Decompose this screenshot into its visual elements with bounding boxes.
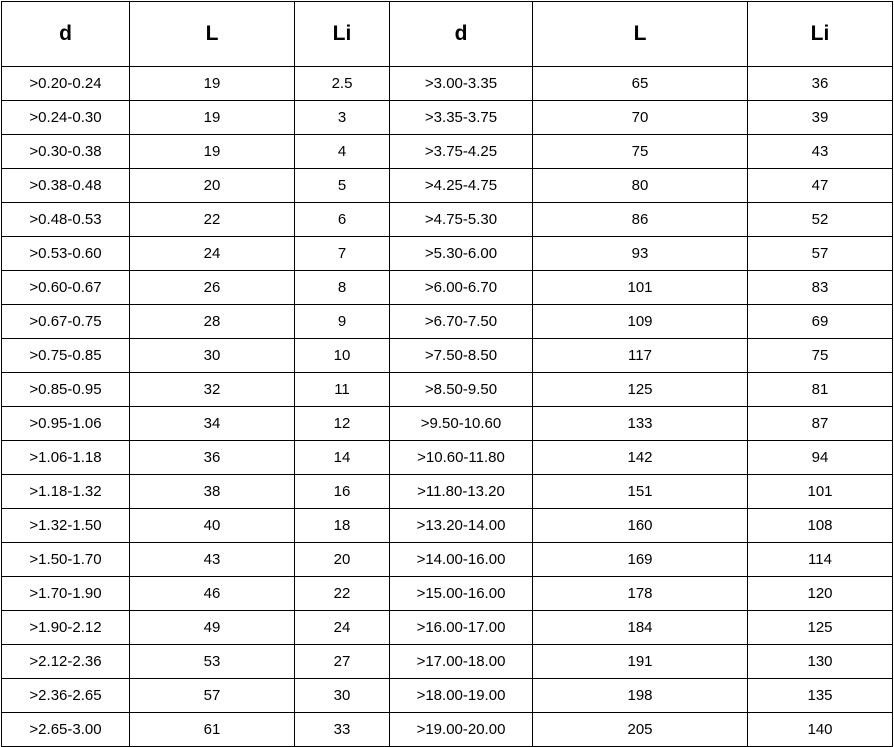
cell-diameter-range: >0.20-0.24 (2, 67, 130, 101)
cell-length-li: 11 (295, 373, 390, 407)
cell-diameter-range: >0.30-0.38 (2, 135, 130, 169)
cell-length-li: 10 (295, 339, 390, 373)
cell-diameter-range: >3.75-4.25 (390, 135, 533, 169)
table-header (2, 2, 893, 67)
cell-length-l: 30 (130, 339, 295, 373)
cell-diameter-range: >1.70-1.90 (2, 577, 130, 611)
cell-length-li: 47 (748, 169, 893, 203)
cell-length-l: 53 (130, 645, 295, 679)
cell-length-l: 160 (533, 509, 748, 543)
cell-diameter-range: >2.12-2.36 (2, 645, 130, 679)
cell-diameter-range: >16.00-17.00 (390, 611, 533, 645)
cell-length-li: 69 (748, 305, 893, 339)
table-row (2, 373, 893, 407)
cell-diameter-range: >1.18-1.32 (2, 475, 130, 509)
cell-diameter-range: >4.75-5.30 (390, 203, 533, 237)
table-row (2, 611, 893, 645)
cell-diameter-range: >6.70-7.50 (390, 305, 533, 339)
cell-length-l: 101 (533, 271, 748, 305)
cell-length-li: 7 (295, 237, 390, 271)
spec-table-container (0, 1, 894, 737)
table-body (2, 67, 893, 747)
cell-length-li: 30 (295, 679, 390, 713)
cell-length-li: 3 (295, 101, 390, 135)
cell-diameter-range: >0.60-0.67 (2, 271, 130, 305)
cell-diameter-range: >0.48-0.53 (2, 203, 130, 237)
cell-length-l: 191 (533, 645, 748, 679)
table-row (2, 271, 893, 305)
cell-length-l: 178 (533, 577, 748, 611)
table-row (2, 645, 893, 679)
cell-length-l: 70 (533, 101, 748, 135)
cell-length-l: 117 (533, 339, 748, 373)
cell-length-li: 8 (295, 271, 390, 305)
cell-length-l: 86 (533, 203, 748, 237)
table-row (2, 577, 893, 611)
cell-diameter-range: >17.00-18.00 (390, 645, 533, 679)
cell-diameter-range: >1.90-2.12 (2, 611, 130, 645)
cell-length-li: 81 (748, 373, 893, 407)
cell-diameter-range: >2.65-3.00 (2, 713, 130, 747)
cell-diameter-range: >10.60-11.80 (390, 441, 533, 475)
cell-length-l: 28 (130, 305, 295, 339)
cell-length-l: 57 (130, 679, 295, 713)
cell-length-li: 57 (748, 237, 893, 271)
cell-length-l: 65 (533, 67, 748, 101)
cell-diameter-range: >4.25-4.75 (390, 169, 533, 203)
cell-length-li: 125 (748, 611, 893, 645)
cell-length-l: 93 (533, 237, 748, 271)
cell-diameter-range: >11.80-13.20 (390, 475, 533, 509)
cell-length-li: 135 (748, 679, 893, 713)
column-header-li-left: Li (295, 2, 390, 67)
cell-length-li: 43 (748, 135, 893, 169)
cell-length-l: 184 (533, 611, 748, 645)
cell-length-l: 43 (130, 543, 295, 577)
cell-diameter-range: >1.06-1.18 (2, 441, 130, 475)
cell-length-li: 75 (748, 339, 893, 373)
cell-length-l: 109 (533, 305, 748, 339)
table-header-row (2, 2, 893, 67)
cell-length-li: 18 (295, 509, 390, 543)
table-row (2, 203, 893, 237)
cell-length-l: 61 (130, 713, 295, 747)
table-row (2, 169, 893, 203)
cell-diameter-range: >0.38-0.48 (2, 169, 130, 203)
cell-diameter-range: >18.00-19.00 (390, 679, 533, 713)
table-row (2, 475, 893, 509)
cell-length-l: 142 (533, 441, 748, 475)
table-row (2, 135, 893, 169)
column-header-li-right: Li (748, 2, 893, 67)
cell-diameter-range: >0.75-0.85 (2, 339, 130, 373)
cell-length-li: 2.5 (295, 67, 390, 101)
cell-length-li: 24 (295, 611, 390, 645)
cell-length-li: 16 (295, 475, 390, 509)
cell-length-li: 12 (295, 407, 390, 441)
cell-diameter-range: >6.00-6.70 (390, 271, 533, 305)
cell-length-l: 26 (130, 271, 295, 305)
cell-length-li: 120 (748, 577, 893, 611)
column-header-d-left: d (2, 2, 130, 67)
cell-length-li: 140 (748, 713, 893, 747)
cell-diameter-range: >5.30-6.00 (390, 237, 533, 271)
cell-length-li: 14 (295, 441, 390, 475)
cell-diameter-range: >1.32-1.50 (2, 509, 130, 543)
cell-diameter-range: >0.95-1.06 (2, 407, 130, 441)
cell-length-l: 49 (130, 611, 295, 645)
table-row (2, 441, 893, 475)
table-row (2, 509, 893, 543)
cell-length-li: 94 (748, 441, 893, 475)
cell-length-l: 34 (130, 407, 295, 441)
cell-length-l: 198 (533, 679, 748, 713)
table-row (2, 237, 893, 271)
cell-length-li: 39 (748, 101, 893, 135)
cell-diameter-range: >0.67-0.75 (2, 305, 130, 339)
cell-length-li: 20 (295, 543, 390, 577)
cell-length-l: 169 (533, 543, 748, 577)
cell-diameter-range: >3.35-3.75 (390, 101, 533, 135)
cell-length-l: 19 (130, 67, 295, 101)
cell-diameter-range: >9.50-10.60 (390, 407, 533, 441)
cell-length-li: 9 (295, 305, 390, 339)
column-header-l-right: L (533, 2, 748, 67)
cell-diameter-range: >19.00-20.00 (390, 713, 533, 747)
cell-length-l: 205 (533, 713, 748, 747)
cell-length-li: 5 (295, 169, 390, 203)
cell-length-li: 108 (748, 509, 893, 543)
cell-length-li: 27 (295, 645, 390, 679)
cell-length-l: 36 (130, 441, 295, 475)
table-row (2, 339, 893, 373)
column-header-d-right: d (390, 2, 533, 67)
cell-length-l: 32 (130, 373, 295, 407)
cell-length-l: 80 (533, 169, 748, 203)
cell-diameter-range: >14.00-16.00 (390, 543, 533, 577)
cell-length-l: 40 (130, 509, 295, 543)
table-row (2, 101, 893, 135)
cell-diameter-range: >7.50-8.50 (390, 339, 533, 373)
cell-diameter-range: >15.00-16.00 (390, 577, 533, 611)
cell-length-li: 4 (295, 135, 390, 169)
cell-length-l: 19 (130, 135, 295, 169)
cell-length-l: 46 (130, 577, 295, 611)
cell-length-l: 38 (130, 475, 295, 509)
cell-length-l: 24 (130, 237, 295, 271)
column-header-l-left: L (130, 2, 295, 67)
cell-length-li: 33 (295, 713, 390, 747)
cell-length-l: 19 (130, 101, 295, 135)
cell-length-li: 101 (748, 475, 893, 509)
table-row (2, 67, 893, 101)
table-row (2, 679, 893, 713)
cell-diameter-range: >0.53-0.60 (2, 237, 130, 271)
cell-length-l: 125 (533, 373, 748, 407)
cell-length-l: 75 (533, 135, 748, 169)
cell-length-li: 22 (295, 577, 390, 611)
cell-length-li: 114 (748, 543, 893, 577)
cell-length-li: 52 (748, 203, 893, 237)
cell-length-l: 133 (533, 407, 748, 441)
cell-diameter-range: >0.85-0.95 (2, 373, 130, 407)
cell-length-l: 22 (130, 203, 295, 237)
cell-length-l: 20 (130, 169, 295, 203)
cell-diameter-range: >1.50-1.70 (2, 543, 130, 577)
cell-length-l: 151 (533, 475, 748, 509)
cell-length-li: 6 (295, 203, 390, 237)
cell-diameter-range: >0.24-0.30 (2, 101, 130, 135)
cell-length-li: 130 (748, 645, 893, 679)
table-row (2, 543, 893, 577)
cell-length-li: 87 (748, 407, 893, 441)
cell-diameter-range: >8.50-9.50 (390, 373, 533, 407)
cell-length-li: 83 (748, 271, 893, 305)
cell-diameter-range: >13.20-14.00 (390, 509, 533, 543)
dimension-table (1, 1, 893, 747)
cell-diameter-range: >3.00-3.35 (390, 67, 533, 101)
table-row (2, 407, 893, 441)
table-row (2, 305, 893, 339)
cell-length-li: 36 (748, 67, 893, 101)
table-row (2, 713, 893, 747)
cell-diameter-range: >2.36-2.65 (2, 679, 130, 713)
